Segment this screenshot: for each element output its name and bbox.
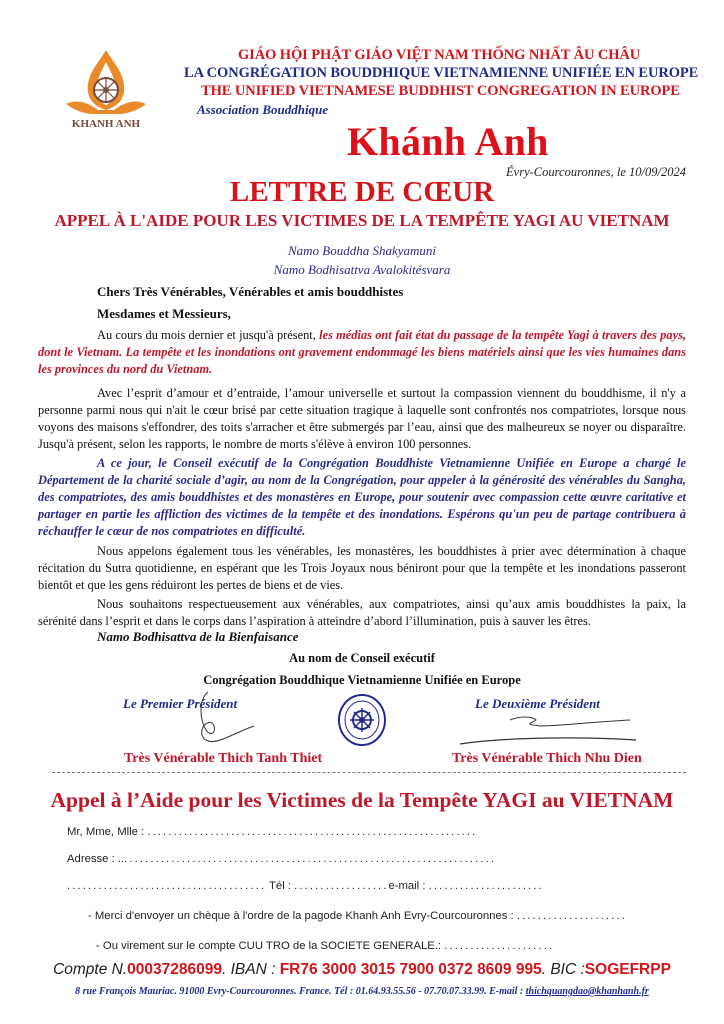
closing-invocation: Namo Bodhisattva de la Bienfaisance bbox=[97, 629, 299, 644]
header-line-english: THE UNIFIED VIETNAMESE BUDDHIST CONGREGATION IN EUROPE bbox=[201, 83, 680, 99]
bic-label: . BIC : bbox=[541, 961, 585, 978]
congregation-seal-icon bbox=[337, 693, 387, 747]
paragraph-5: Nous souhaitons respectueusement aux vénérables, aux compatriotes, ainsi qu’aux amis bouddhistes la paix, la sérénité dans l’esprit et dans le corps dans l’aspiration à atteindre d’abord l’illumination, puis à sauver les êtres. bbox=[38, 597, 686, 628]
organization-name: Congrégation Bouddhique Vietnamienne Unifiée en Europe bbox=[203, 673, 521, 687]
second-president-name: Très Vénérable Thich Nhu Dien bbox=[452, 751, 642, 766]
address-field-row[interactable]: Adresse : ......................................................................... bbox=[67, 853, 497, 865]
association-label: Association Bouddhique bbox=[197, 102, 329, 117]
cheque-instruction[interactable]: - Merci d'envoyer un chèque à l'ordre de la pagode Khanh Anh Evry-Courcouronnes : ..................... bbox=[88, 910, 627, 922]
header-line-vietnamese: GIÁO HỘI PHẬT GIÁO VIỆT NAM THỐNG NHẤT ÂU CHÂU bbox=[238, 47, 641, 63]
first-president-role: Le Premier Président bbox=[123, 696, 238, 711]
cheque-instruction-text: - Merci d'envoyer un chèque à l'ordre de la pagode Khanh Anh Evry-Courcouronnes : bbox=[88, 910, 514, 922]
paragraph-1-emphasis: les médias ont fait état du passage de la tempête Yagi à travers des pays, dont le Vietnam. La tempête et les inondations ont gravement endommagé les biens matériels ainsi que les vies humaines dans les provinces du nord du Vietnam. bbox=[38, 328, 686, 376]
second-president-signature bbox=[440, 712, 640, 752]
letter-title: LETTRE DE CŒUR bbox=[229, 176, 495, 208]
bank-details bbox=[0, 961, 724, 979]
svg-text:KHANH ANH: KHANH ANH bbox=[71, 118, 141, 130]
salutation-venerables: Chers Très Vénérables, Vénérables et amis bouddhistes bbox=[97, 284, 404, 299]
address-field-label: Adresse : .. bbox=[67, 853, 125, 865]
phone-email-row[interactable]: ...................................... Tél : ..................e-mail : ...................... bbox=[67, 880, 544, 892]
letter-subtitle: APPEL À L'AIDE POUR LES VICTIMES DE LA TEMPÊTE YAGI AU VIETNAM bbox=[54, 211, 670, 230]
phone-field-label: Tél : bbox=[269, 880, 291, 892]
paragraph-4: Nous appelons également tous les vénérables, les monastères, les bouddhistes à prier avec détermination à chaque récitation du Sutra quotidienne, en espérant que les Trois Joyaux nous béniront pour que la tempête et les inondations passeront bientôt et que les gens réduiront les pertes de biens et de vies. bbox=[38, 544, 686, 592]
name-field-row[interactable]: Mr, Mme, Mlle : ............................................................... bbox=[67, 826, 478, 838]
account-label: Compte N. bbox=[53, 961, 128, 978]
second-president-role: Le Deuxième Président bbox=[475, 696, 600, 711]
email-field-label: e-mail : bbox=[388, 880, 426, 892]
iban-value: FR76 3000 3015 7900 0372 8609 995 bbox=[279, 961, 542, 978]
on-behalf-label: Au nom de Conseil exécutif bbox=[289, 651, 435, 665]
transfer-instruction[interactable]: - Ou virement sur le compte CUU TRO de la SOCIETE GENERALE.: ..................... bbox=[96, 940, 555, 952]
account-number: 00037286099 bbox=[127, 961, 222, 978]
khanh-anh-logo bbox=[58, 48, 154, 130]
iban-label: . IBAN : bbox=[221, 961, 280, 978]
paragraph-2: Avec l’esprit d’amour et d’entraide, l’amour universelle et surtout la compassion viennent du bouddhisme, il n'y a personne parmi nous qui n'ait le cœur brisé par cette situation tragique à laquelle sont confrontés nos compatriotes, lorsque nous voyons des maisons s'effondrer, des toits s'arracher et être submergés par l’eau, ainsi que des malheureux se noyer ou disparaître. Jusqu'à présent, selon les rapports, le nombre de morts s'élève à environ 100 personnes. bbox=[38, 386, 686, 451]
footer-contact bbox=[0, 986, 724, 997]
first-president-name: Très Vénérable Thich Tanh Thiet bbox=[124, 751, 323, 766]
invocation-2: Namo Bodhisattva Avalokitésvara bbox=[273, 262, 451, 277]
name-field-label: Mr, Mme, Mlle : bbox=[67, 826, 145, 838]
cut-line-separator bbox=[52, 772, 686, 773]
footer-email-link[interactable]: thichquangdao@khanhanh.fr bbox=[525, 986, 649, 997]
invocation-1: Namo Bouddha Shakyamuni bbox=[287, 243, 437, 258]
paragraph-1-plain: Au cours du mois dernier et jusqu'à présent, bbox=[97, 328, 320, 342]
header-line-french: LA CONGRÉGATION BOUDDHIQUE VIETNAMIENNE UNIFIÉE EN EUROPE bbox=[184, 65, 699, 81]
footer-address: 8 rue François Mauriac. 91000 Evry-Courcouronnes. France. Tél : 01.64.93.55.56 - 07.70.07.33.99. E-mail : bbox=[75, 986, 526, 997]
paragraph-1 bbox=[38, 327, 686, 378]
paragraph-3: A ce jour, le Conseil exécutif de la Congrégation Bouddhiste Vietnamienne Unifiée en Europe a chargé le Département de la charité sociale d’agir, au nom de la Congrégation, pour appeler à la générosité des vénérables du Sangha, des compatriotes, des amis bouddhistes et des monastères en Europe, pour soutenir avec compassion cette œuvre caritative et partager en partie les affliction des victimes de la tempête et des inondations. Espérons qu'un peu de partage contribuera à réchauffer le cœur de nos compatriotes en difficulté. bbox=[38, 456, 686, 538]
bic-value: SOGEFRPP bbox=[584, 961, 671, 978]
place-date: Évry-Courcouronnes, le 10/09/2024 bbox=[506, 165, 686, 179]
salutation-mesdames: Mesdames et Messieurs, bbox=[97, 306, 231, 321]
transfer-instruction-text: - Ou virement sur le compte CUU TRO de la SOCIETE GENERALE.: bbox=[96, 940, 442, 952]
lotus-dharma-wheel-icon bbox=[58, 48, 154, 130]
first-president-signature bbox=[180, 690, 260, 750]
brand-name: Khánh Anh bbox=[347, 119, 549, 164]
donation-form-title: Appel à l’Aide pour les Victimes de la Tempête YAGI au VIETNAM bbox=[50, 788, 674, 812]
